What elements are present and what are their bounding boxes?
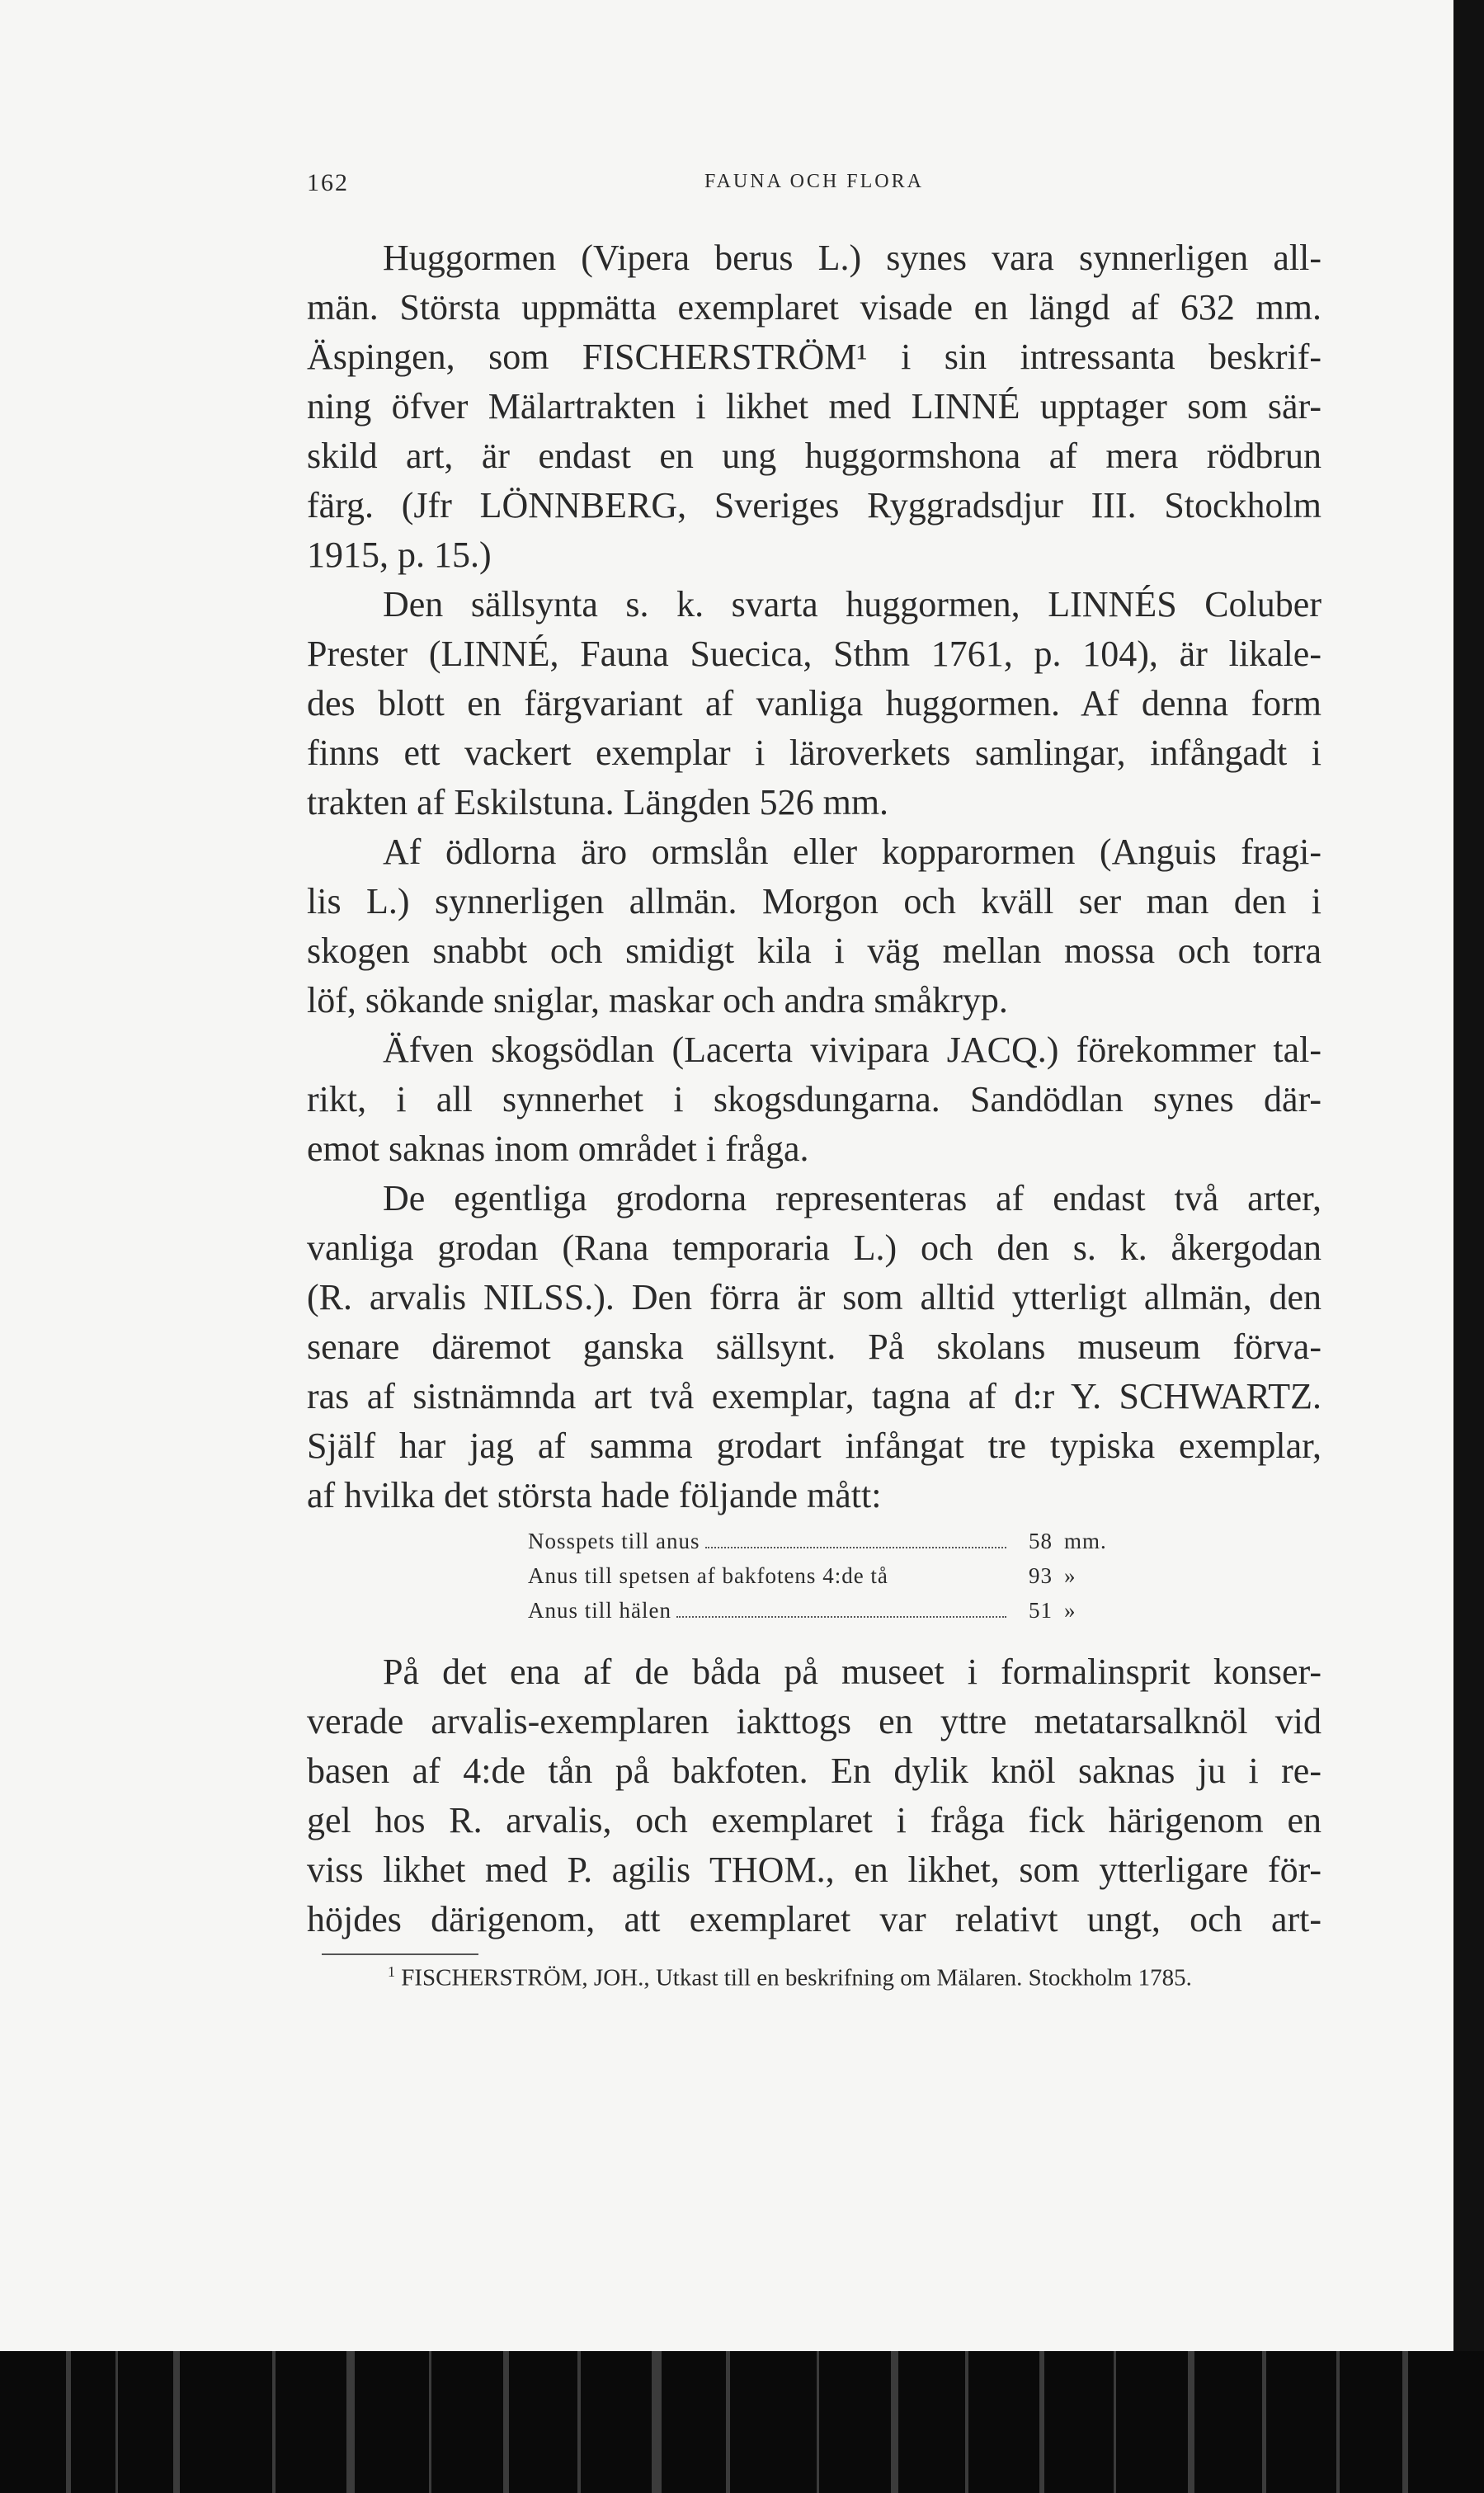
measurement-value: 51 — [1029, 1598, 1053, 1623]
text-line: Äfven skogsödlan (Lacerta vivipara JACQ.) förekommer tal- — [383, 1030, 1321, 1070]
scan-border-right — [1453, 0, 1484, 2351]
text-line: finns ett vackert exemplar i läroverkets samlingar, infångadt i — [307, 733, 1321, 773]
text-line: des blott en färgvariant af vanliga huggormen. Af denna form — [307, 683, 1321, 723]
measurement-label: Anus till spetsen af bakfotens 4:de tå — [528, 1563, 888, 1588]
measurement-value: 58 — [1029, 1529, 1053, 1553]
text-line: trakten af Eskilstuna. Längden 526 mm. — [307, 782, 889, 822]
text-line: rikt, i all synnerhet i skogsdungarna. Sandödlan synes där- — [307, 1079, 1321, 1119]
running-head: FAUNA OCH FLORA — [704, 171, 924, 192]
text-line: Äspingen, som FISCHERSTRÖM¹ i sin intressanta beskrif- — [307, 337, 1321, 377]
leader-dots — [705, 1547, 1006, 1548]
text-line: lis L.) synnerligen allmän. Morgon och kväll ser man den i — [307, 881, 1321, 921]
text-line: basen af 4:de tån på bakfoten. En dylik knöl saknas ju i re- — [307, 1751, 1321, 1791]
text-line: senare däremot ganska sällsynt. På skolans museum förva- — [307, 1327, 1321, 1367]
text-line: skogen snabbt och smidigt kila i väg mellan mossa och torra — [307, 931, 1321, 971]
text-line: emot saknas inom området i fråga. — [307, 1129, 809, 1169]
text-line: Den sällsynta s. k. svarta huggormen, LINNÉS Coluber — [383, 584, 1321, 624]
text-line: färg. (Jfr LÖNNBERG, Sveriges Ryggradsdjur III. Stockholm — [307, 485, 1321, 525]
text-line: De egentliga grodorna representeras af endast två arter, — [383, 1178, 1321, 1218]
text-line: På det ena af de båda på museet i formalinsprit konser- — [383, 1652, 1321, 1692]
text-line: män. Största uppmätta exemplaret visade en längd af 632 mm. — [307, 287, 1321, 328]
text-line: Af ödlorna äro ormslån eller kopparormen (Anguis fragi- — [383, 832, 1321, 872]
measurement-label: Nosspets till anus — [528, 1529, 700, 1553]
page-header — [307, 169, 1321, 202]
measurement-table — [528, 1524, 1122, 1628]
text-line: Huggormen (Vipera berus L.) synes vara synnerligen all- — [383, 238, 1321, 278]
text-line: gel hos R. arvalis, och exemplaret i fråga fick härigenom en — [307, 1800, 1321, 1840]
text-line: Själf har jag af samma grodart infångat tre typiska exemplar, — [307, 1426, 1321, 1466]
measurement-unit: » — [1064, 1563, 1076, 1588]
footnote — [388, 1955, 1192, 1995]
measurement-label: Anus till hälen — [528, 1598, 671, 1623]
measurement-row — [528, 1593, 1122, 1628]
text-line: 1915, p. 15.) — [307, 535, 492, 575]
film-strip-border — [0, 2351, 1484, 2493]
text-line: verade arvalis-exemplaren iakttogs en yttre metatarsalknöl vid — [307, 1701, 1321, 1741]
text-line: löf, sökande sniglar, maskar och andra småkryp. — [307, 980, 1008, 1020]
measurement-value: 93 — [1029, 1563, 1053, 1588]
text-line: viss likhet med P. agilis THOM., en likhet, som ytterligare för- — [307, 1850, 1321, 1890]
leader-dots — [676, 1616, 1006, 1618]
text-line: höjdes därigenom, att exemplaret var relativt ungt, och art- — [307, 1899, 1321, 1939]
measurement-unit: » — [1064, 1598, 1076, 1623]
text-line: vanliga grodan (Rana temporaria L.) och den s. k. åkergodan — [307, 1228, 1321, 1268]
measurement-row — [528, 1524, 1122, 1558]
leader-space — [893, 1581, 1006, 1583]
page-number: 162 — [307, 169, 349, 196]
body-text — [307, 233, 1321, 1944]
text-line: skild art, är endast en ung huggormshona af mera rödbrun — [307, 436, 1321, 476]
measurement-unit: mm. — [1064, 1529, 1107, 1553]
text-line: (R. arvalis NILSS.). Den förra är som alltid ytterligt allmän, den — [307, 1277, 1321, 1317]
measurement-row — [528, 1558, 1122, 1593]
text-line: ning öfver Mälartrakten i likhet med LINNÉ upptager som sär- — [307, 386, 1321, 426]
footnote-text: FISCHERSTRÖM, JOH., Utkast till en beskrifning om Mälaren. Stockholm 1785. — [401, 1964, 1192, 1991]
footnote-marker: 1 — [388, 1963, 395, 1980]
text-line: af hvilka det största hade följande mått: — [307, 1475, 882, 1515]
text-line: Prester (LINNÉ, Fauna Suecica, Sthm 1761, p. 104), är likale- — [307, 634, 1321, 674]
text-line: ras af sistnämnda art två exemplar, tagna af d:r Y. SCHWARTZ. — [307, 1376, 1321, 1416]
paragraph-gap — [307, 1628, 1321, 1647]
